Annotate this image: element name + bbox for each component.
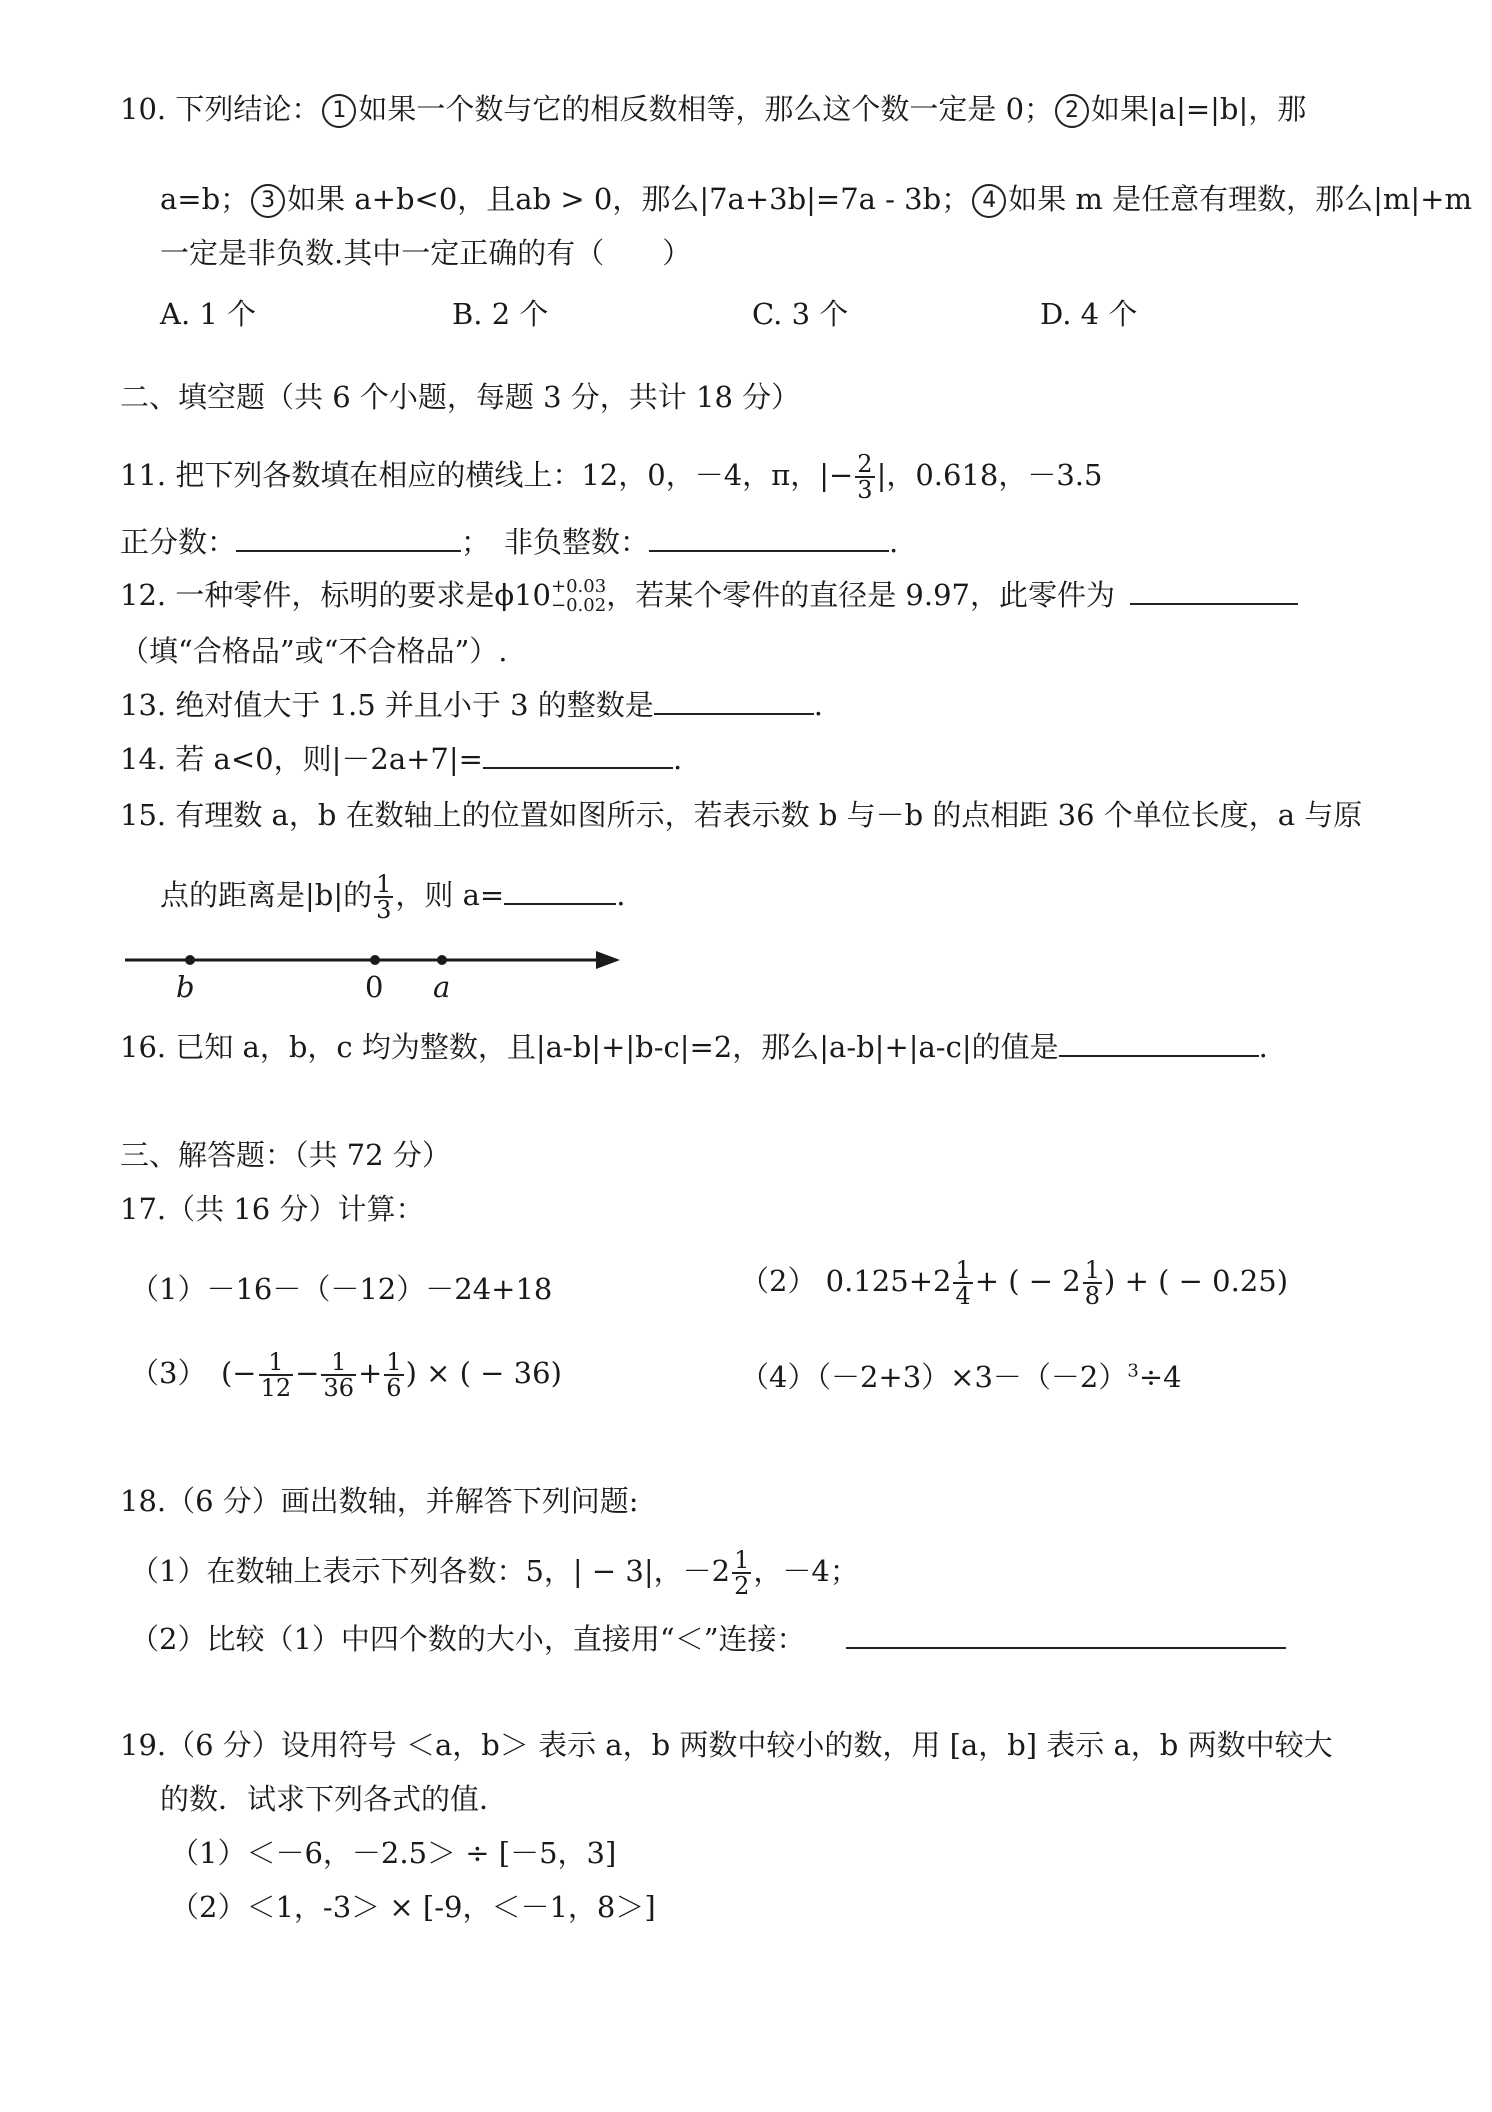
positive-fraction-blank[interactable] [236, 528, 461, 552]
q18-part1: （1）在数轴上表示下列各数：5，| − 3|，－2 $\frac{1}{2}$ ，－4； [130, 1546, 859, 1600]
q11-fraction: $\frac{2}{3}$ [857, 450, 873, 504]
q18-fraction: $\frac{1}{2}$ [734, 1546, 750, 1600]
q10-number: 10. [120, 92, 167, 126]
circled-1-icon: 1 [322, 94, 356, 128]
q10-line1: 10. 下列结论： 1 如果一个数与它的相反数相等，那么这个数一定是 0； 2 如果|a|=|b|，那 [120, 92, 1307, 126]
q19-line2: 的数．试求下列各式的值． [160, 1782, 509, 1816]
q10-line2: a=b； 3 如果 a+b<0，且ab > 0，那么|7a+3b|=7a - 3b； 4 如果 m 是任意有理数，那么|m|+m [160, 182, 1472, 216]
axis-label-b: b [176, 970, 195, 1004]
arrow-head-icon [596, 951, 620, 969]
point-b [185, 955, 195, 965]
q17-p2-fraction-2: $\frac{1}{8}$ [1084, 1256, 1101, 1310]
circled-4-icon: 4 [972, 184, 1006, 218]
q13-answer-blank[interactable] [654, 691, 814, 715]
q19-line1: 19.（6 分）设用符号 ＜a，b＞ 表示 a，b 两数中较小的数，用 [a，b] 表示 a，b 两数中较大 [120, 1728, 1333, 1762]
q17-part3: （3） (− $\frac{1}{12}$ − $\frac{1}{36}$ + $\frac{1}{6}$ ) × ( − 36) [130, 1348, 562, 1402]
q18-answer-blank[interactable] [846, 1625, 1286, 1649]
q17-part4: $(4)(-2+3)\times 3-(-2)^3\div 4$ [740, 1360, 1182, 1394]
q17-p2-fraction-1: $\frac{1}{4}$ [955, 1256, 971, 1310]
q10-line3: 一定是非负数.其中一定正确的有（ ） [160, 236, 692, 270]
q11-line2: 正分数： ； 非负整数： . [120, 525, 899, 559]
q12-answer-blank[interactable] [1130, 581, 1298, 605]
q17-p3-fraction-1: $\frac{1}{12}$ [260, 1348, 292, 1402]
non-negative-integer-blank[interactable] [649, 528, 889, 552]
q15-line1: 15. 有理数 a，b 在数轴上的位置如图所示，若表示数 b 与－b 的点相距 36 个单位长度，a 与原 [120, 798, 1363, 832]
q17-p3-fraction-2: $\frac{1}{36}$ [323, 1348, 354, 1402]
q12-line1: 12. 一种零件，标明的要求是ϕ10 +0.03 −0.02 ，若某个零件的直径是 9.97，此零件为 [120, 578, 1298, 616]
point-a [437, 955, 447, 965]
section-2-heading: 二、填空题（共 6 个小题，每题 3 分，共计 18 分） [120, 380, 801, 414]
q15-line2: 点的距离是|b|的 $\frac{1}{3}$ ，则 a= . [160, 870, 626, 924]
point-zero [370, 955, 380, 965]
q16-line: 16. 已知 a，b，c 均为整数，且|a-b|+|b-c|=2，那么|a-b|+|a-c|的值是 . [120, 1030, 1268, 1064]
q16-answer-blank[interactable] [1059, 1033, 1259, 1057]
section-3-heading: 三、解答题：（共 72 分） [120, 1138, 451, 1172]
q15-answer-blank[interactable] [504, 881, 616, 905]
circled-3-icon: 3 [251, 184, 285, 218]
q13-line: 13. 绝对值大于 1.5 并且小于 3 的整数是 . [120, 688, 824, 722]
q10-option-c: C. 3 个 [752, 297, 849, 331]
q10-option-d: D. 4 个 [1040, 297, 1138, 331]
q17-p3-fraction-3: $\frac{1}{6}$ [386, 1348, 402, 1402]
q10-option-a: A. 1 个 [160, 297, 257, 331]
q17-part2: （2） 0.125+2 $\frac{1}{4}$ + ( − 2 $\frac{1}{8}$ ) + ( − 0.25) [740, 1256, 1289, 1310]
q12-tolerance: +0.03 −0.02 [551, 576, 607, 616]
q14-line: 14. 若 a<0，则|－2a+7|= . [120, 742, 683, 776]
q14-answer-blank[interactable] [483, 745, 673, 769]
q18-title: 18.（6 分）画出数轴，并解答下列问题: [120, 1484, 639, 1518]
q17-title: 17.（共 16 分）计算： [120, 1192, 425, 1226]
axis-label-a: a [433, 970, 451, 1004]
q18-part2: （2）比较（1）中四个数的大小，直接用“＜”连接： [130, 1622, 1286, 1657]
axis-label-zero: 0 [365, 970, 384, 1004]
q11-line1: 11. 把下列各数填在相应的横线上：12，0，－4，π，|− $\frac{2}{3}$ |，0.618，－3.5 [120, 450, 1103, 504]
q15-fraction: $\frac{1}{3}$ [376, 870, 392, 924]
q10-option-b: B. 2 个 [452, 297, 549, 331]
q12-line2: （填“合格品”或“不合格品”）. [120, 634, 508, 668]
q17-part1: （1）－16－（－12）－24+18 [130, 1272, 553, 1306]
q19-part2: （2）＜1，-3＞ × [-9，＜－1，8＞] [170, 1890, 656, 1924]
q19-part1: （1）＜－6，－2.5＞ ÷ [－5，3] [170, 1836, 617, 1870]
circled-2-icon: 2 [1055, 94, 1089, 128]
